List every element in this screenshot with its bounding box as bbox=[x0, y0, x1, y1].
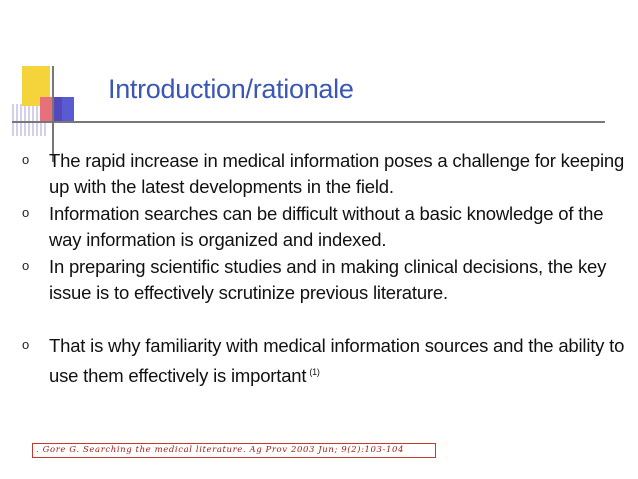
title-underline bbox=[12, 121, 605, 123]
bullet-text bbox=[49, 333, 629, 389]
bullet-text: In preparing scientific studies and in making clinical decisions, the key issue is to effectively scrutinize previous literature. bbox=[49, 256, 607, 303]
slide-title: Introduction/rationale bbox=[108, 74, 354, 104]
reference-marker: (1) bbox=[309, 367, 320, 377]
bullet-marker-icon: o bbox=[22, 337, 30, 352]
bullet-marker-icon: o bbox=[22, 205, 30, 220]
bullet-text-body: That is why familiarity with medical information sources and the ability to use them effectively is important bbox=[49, 335, 625, 386]
citation-box: . Gore G. Searching the medical literature. Ag Prov 2003 Jun; 9(2):103-104 bbox=[32, 443, 436, 458]
bullet-text: Information searches can be difficult without a basic knowledge of the way information is organized and indexed. bbox=[49, 203, 604, 250]
bullet-marker-icon: o bbox=[22, 152, 30, 167]
bullet-text: The rapid increase in medical information poses a challenge for keeping up with the latest developments in the field. bbox=[49, 150, 625, 197]
decoration-blue-square bbox=[54, 97, 74, 123]
bullet-marker-icon: o bbox=[22, 258, 30, 273]
